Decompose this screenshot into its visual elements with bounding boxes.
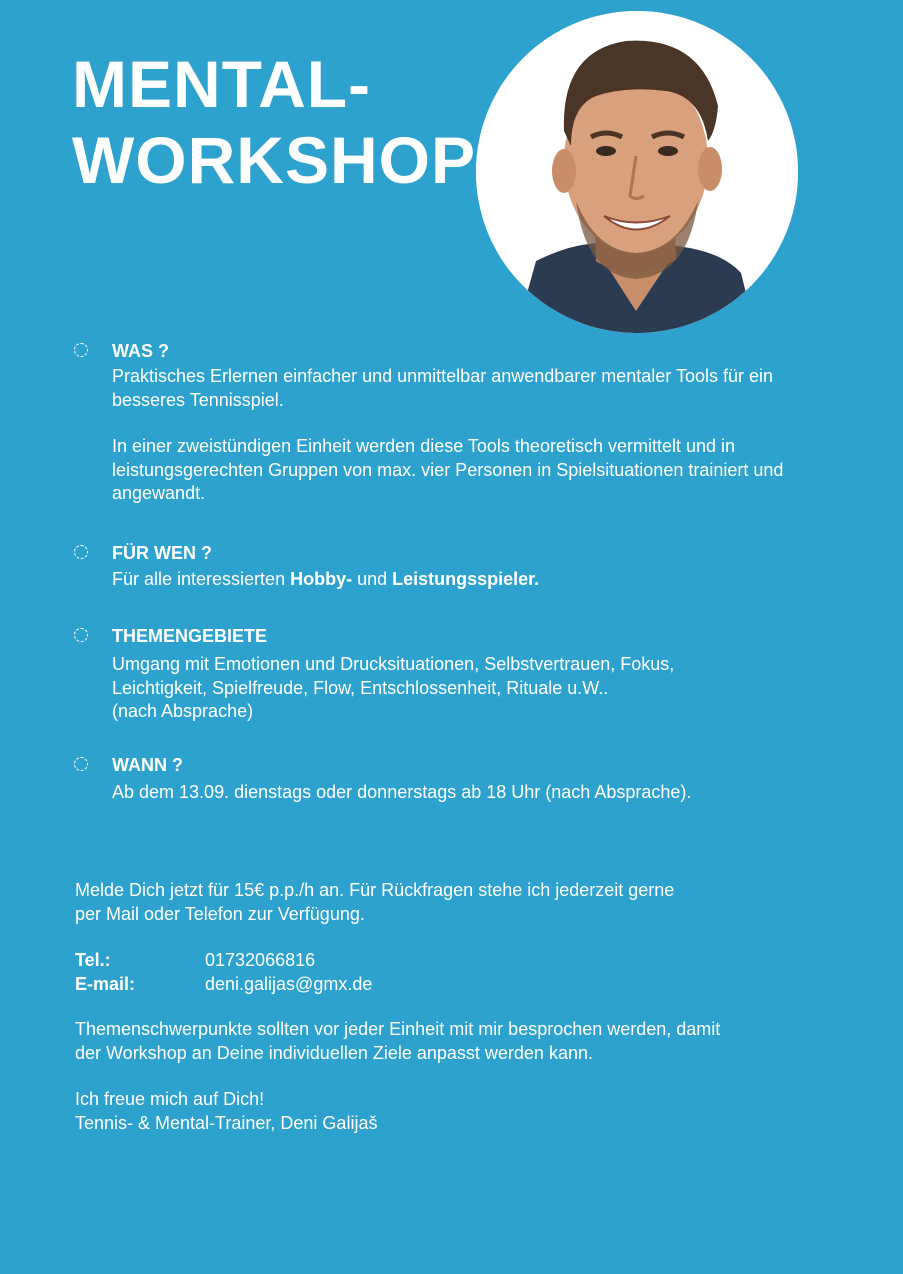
paragraph-line: (nach Absprache): [112, 701, 254, 721]
portrait-illustration: [476, 11, 798, 333]
contact-block: [75, 949, 795, 996]
paragraph-line: Leichtigkeit, Spielfreude, Flow, Entschlossenheit, Rituale u.W..: [112, 677, 609, 698]
circle-bullet-icon: [74, 628, 88, 642]
section-heading: THEMENGEBIETE: [112, 626, 268, 646]
contact-row-email: [75, 973, 795, 997]
bold-text: Hobby-: [290, 569, 353, 589]
circle-bullet-icon: [74, 757, 88, 771]
trainer-portrait: [476, 11, 798, 333]
section-body: [112, 365, 812, 506]
paragraph: Praktisches Erlernen einfacher und unmittelbar anwendbarer mentaler Tools für ein besseres Tennisspiel.: [112, 366, 774, 410]
title-line-2: WORKSHOP: [72, 123, 476, 197]
signature-line: Tennis- & Mental-Trainer, Deni Galijaš: [75, 1112, 378, 1133]
email-label: E-mail:: [75, 973, 136, 994]
paragraph: [112, 568, 812, 592]
intro-line: Melde Dich jetzt für 15€ p.p./h an. Für Rückfragen stehe ich jederzeit gerne: [75, 880, 675, 900]
section-body: [112, 568, 812, 592]
circle-bullet-icon: [74, 343, 88, 357]
tel-label: Tel.:: [75, 950, 111, 970]
note-line: der Workshop an Deine individuellen Ziele anpasst werden kann.: [75, 1042, 593, 1063]
intro-line: per Mail oder Telefon zur Verfügung.: [75, 903, 365, 924]
paragraph: Ab dem 13.09. dienstags oder donnerstags ab 18 Uhr (nach Absprache).: [112, 782, 692, 802]
registration-info: [75, 879, 795, 926]
closing-block: [75, 1088, 795, 1135]
paragraph: In einer zweistündigen Einheit werden diese Tools theoretisch vermittelt und in leistungsgerechten Gruppen von max. vier Personen in Spielsituationen trainiert und angewandt.: [112, 436, 784, 503]
text: Für alle interessierten: [112, 569, 291, 589]
text: und: [352, 569, 393, 589]
note-line: Themenschwerpunkte sollten vor jeder Einheit mit mir besprochen werden, damit: [75, 1019, 721, 1039]
bold-text: Leistungsspieler.: [392, 569, 540, 589]
section-body: [112, 781, 812, 805]
note-block: [75, 1018, 795, 1065]
section-body: [112, 653, 812, 724]
email-value[interactable]: deni.galijas@gmx.de: [205, 973, 373, 994]
section-heading: FÜR WEN ?: [112, 543, 212, 563]
title-line-1: MENTAL-: [72, 47, 372, 121]
page-title: [72, 46, 476, 198]
closing-line: Ich freue mich auf Dich!: [75, 1089, 265, 1109]
paragraph-line: Umgang mit Emotionen und Drucksituationen, Selbstvertrauen, Fokus,: [112, 654, 675, 674]
section-heading: WAS ?: [112, 341, 169, 361]
tel-value[interactable]: 01732066816: [205, 950, 316, 970]
contact-row-tel: [75, 949, 795, 973]
section-heading: WANN ?: [112, 755, 183, 775]
circle-bullet-icon: [74, 545, 88, 559]
